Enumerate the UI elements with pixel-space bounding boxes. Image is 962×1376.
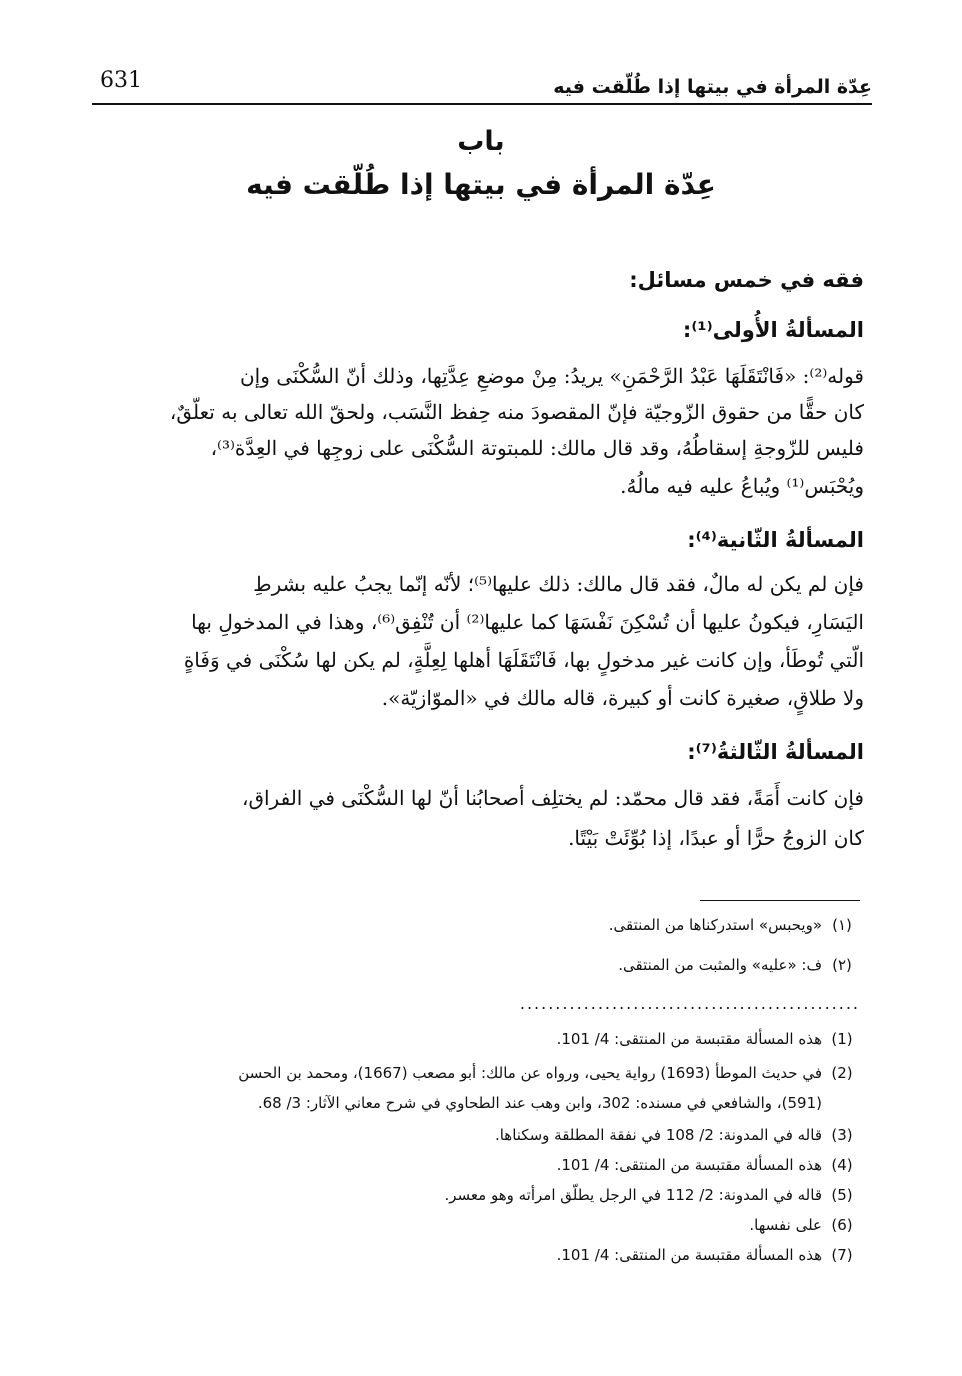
- footnote-text: على نفسها.: [749, 1216, 822, 1234]
- footnote-number: (7): [831, 1246, 853, 1264]
- issue2-line: الّتي تُوطَأ، وإن كانت غير مدخولٍ بها، فَانْتَقَلَهَا أهلها لِعِلَّةٍ، لم يكن لها سُكْنَى في وَفَاةٍ: [183, 648, 864, 672]
- issue2-line: اليَسَارِ، فيكونُ عليها أن تُسْكِنَ نَفْسَهَا كما عليها⁽²⁾ أن تُنْفِق⁽⁶⁾، وهذا في المدخولِ بها: [191, 610, 864, 634]
- page-number: 631: [100, 68, 142, 93]
- footnote-text: هذه المسألة مقتبسة من المنتقى: 4/ 101.: [556, 1156, 822, 1174]
- issue2-heading: المسألةُ الثّانية⁽⁴⁾:: [687, 528, 864, 552]
- footnote-number: (2): [831, 1064, 853, 1082]
- issue3-heading: المسألةُ الثّالثةُ⁽⁷⁾:: [687, 740, 864, 764]
- footnote-separator: [700, 900, 860, 901]
- footnote-continuation: (591)، والشافعي في مسنده: 302، وابن وهب عند الطحاوي في شرح معاني الآثار: 3/ 68.: [257, 1094, 822, 1112]
- note-number: (٢): [832, 956, 852, 974]
- footnote-text: هذه المسألة مقتبسة من المنتقى: 4/ 101.: [556, 1030, 822, 1048]
- footnote-number: (5): [831, 1186, 853, 1204]
- footnote: [102, 1246, 862, 1264]
- footnote: [102, 1064, 862, 1082]
- footnote-number: (3): [831, 1126, 853, 1144]
- issue2-line: ولا طلاقٍ، صغيرة كانت أو كبيرة، قاله مالك في «الموّازيّة».: [381, 686, 864, 710]
- editor-note: [102, 916, 862, 934]
- issue2-line: فإن لم يكن له مالٌ، فقد قال مالك: ذلك عليها⁽⁵⁾؛ لأنّه إنّما يجبُ عليه بشرطِ: [253, 572, 864, 596]
- footnote-text: هذه المسألة مقتبسة من المنتقى: 4/ 101.: [556, 1246, 822, 1264]
- chapter-title: عِدّة المرأة في بيتها إذا طُلّقت فيه: [246, 168, 716, 201]
- editor-note: [102, 956, 862, 974]
- issue1-line: ويُحْبَس⁽¹⁾ ويُباعُ عليه فيه مالُهُ.: [620, 474, 864, 498]
- footnote: [102, 1156, 862, 1174]
- running-title: عِدّة المرأة في بيتها إذا طُلّقت فيه: [553, 76, 872, 98]
- dotted-separator: ................................................: [519, 994, 860, 1013]
- footnote: [102, 1030, 862, 1048]
- note-number: (١): [832, 916, 852, 934]
- issue3-line: كان الزوجُ حرًّا أو عبدًا، إذا بُوِّئَتْ بَيْتًا.: [568, 826, 864, 850]
- note-text: ف: «عليه» والمثبت من المنتقى.: [618, 956, 822, 974]
- issue3-line: فإن كانت أَمَةً، فقد قال محمّد: لم يختلِف أصحابُنا أنّ لها السُّكْنَى في الفراق،: [242, 786, 864, 810]
- footnote-number: (4): [831, 1156, 853, 1174]
- footnote: [102, 1126, 862, 1144]
- footnote-number: (1): [831, 1030, 853, 1048]
- footnote-text: في حديث الموطأ (1693) رواية يحيى، ورواه عن مالك: أبو مصعب (1667)، ومحمد بن الحسن: [238, 1064, 822, 1082]
- issue1-line: كان حقًّا من حقوق الزّوجيّة فإنّ المقصودَ منه حِفظ النَّسَب، ولحقّ الله تعالى به تعلّقٌ،: [169, 400, 864, 424]
- issue1-line: قوله⁽²⁾: «فَانْتَقَلَهَا عَبْدُ الرَّحْمَنِ» يريدُ: مِنْ موضعِ عِدَّتِها، وذلك أنّ السُّكْنَى وإن: [239, 364, 864, 388]
- footnote-text: قاله في المدونة: 2/ 108 في نفقة المطلقة وسكناها.: [494, 1126, 822, 1144]
- footnote: [102, 1186, 862, 1204]
- header-rule: [92, 103, 872, 105]
- footnote-text: قاله في المدونة: 2/ 112 في الرجل يطلّق امرأته وهو معسر.: [444, 1186, 822, 1204]
- footnote-number: (6): [831, 1216, 853, 1234]
- chapter-label: باب: [457, 126, 505, 157]
- intro-heading: فقه في خمس مسائل:: [629, 268, 864, 292]
- issue1-heading: المسألةُ الأُولى⁽¹⁾:: [682, 318, 864, 342]
- footnote: [102, 1216, 862, 1234]
- running-header: [92, 62, 872, 102]
- issue1-line: فليس للزّوجةِ إسقاطُهُ، وقد قال مالك: للمبتوتة السُّكْنَى على زوجِها في العِدَّة⁽³⁾،: [210, 436, 864, 460]
- note-text: «ويحبس» استدركناها من المنتقى.: [608, 916, 822, 934]
